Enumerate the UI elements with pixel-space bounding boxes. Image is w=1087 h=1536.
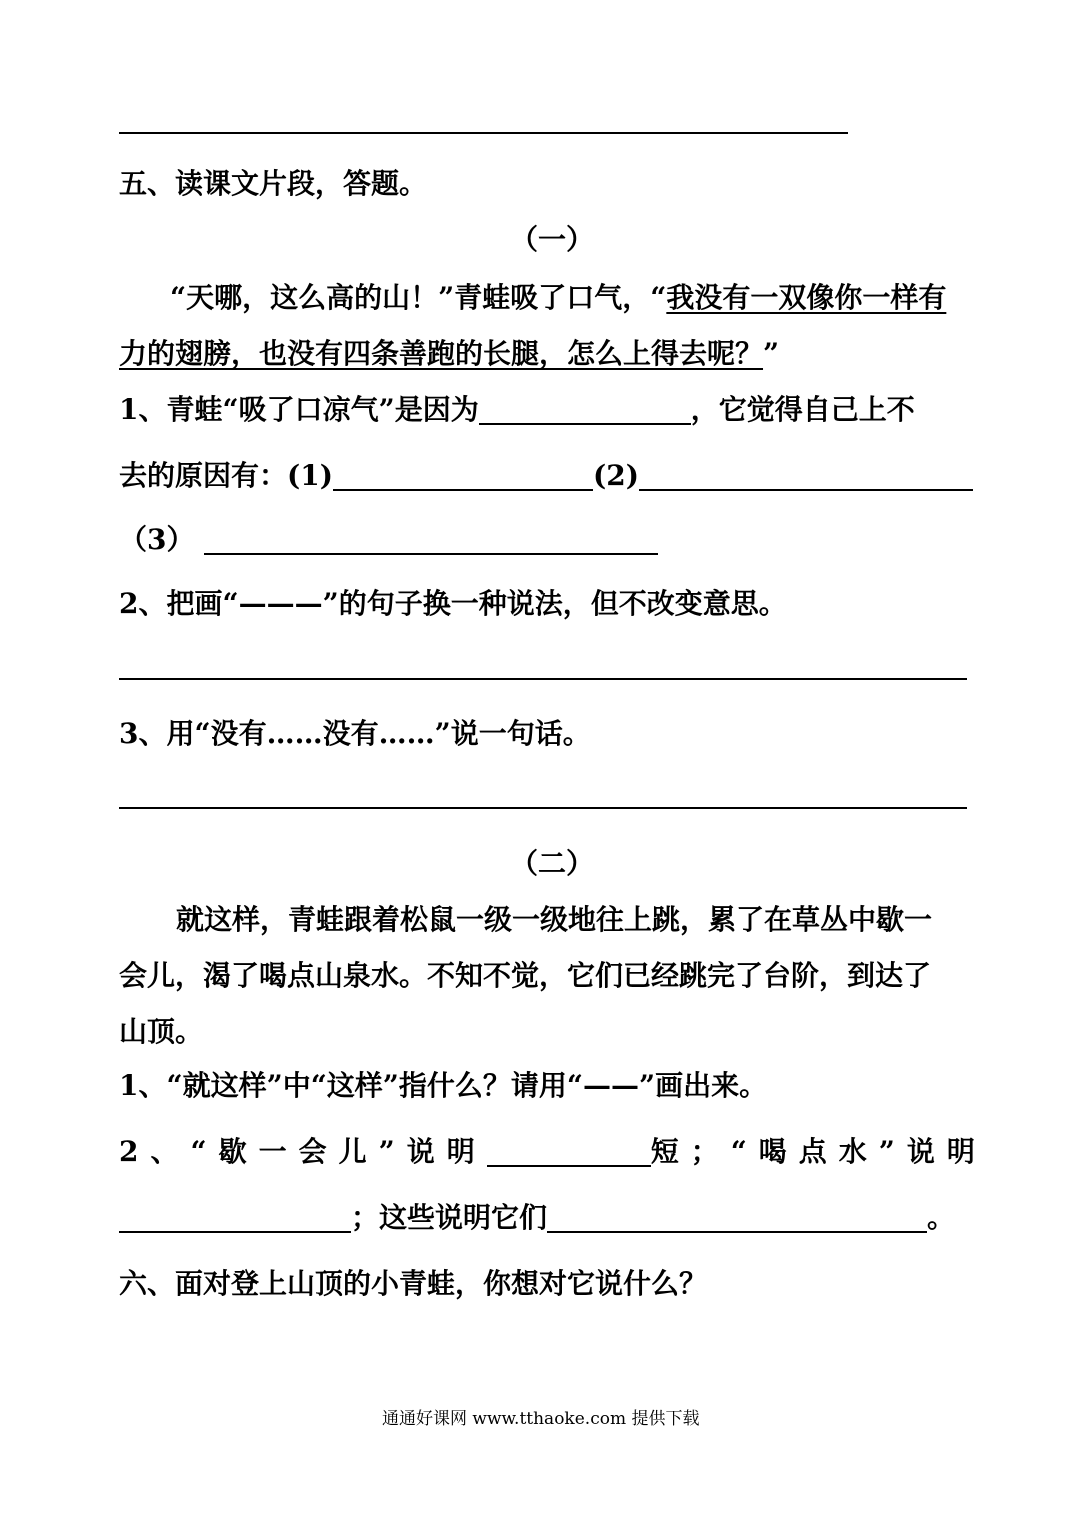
blank-drink-water[interactable] [119, 1201, 351, 1233]
part2-question1: 1、“就这样”中“这样”指什么？请用“——”画出来。 [119, 1069, 768, 1102]
blank-conclusion[interactable] [547, 1201, 927, 1233]
part1-question2: 2、把画“———”的句子换一种说法，但不改变意思。 [119, 587, 787, 620]
section5-heading: 五、读课文片段，答题。 [119, 167, 428, 200]
part2-label: （二） [510, 847, 595, 880]
part1-question1-line3: （3） [119, 522, 658, 558]
part2-passage-line3: 山顶。 [119, 1015, 204, 1048]
part2-passage-line1: 就这样，青蛙跟着松鼠一级一级地往上跳，累了在草丛中歇一 [176, 903, 933, 936]
part1-question1-line2: 去的原因有：(1) (2) [119, 458, 973, 494]
answer-line-q2[interactable] [119, 678, 967, 680]
part2-question2-line1: 2、“歇一会儿”说明 短；“喝点水”说明 [119, 1135, 987, 1168]
part1-label: （一） [510, 223, 595, 256]
blank-cause-2[interactable] [639, 459, 973, 491]
blank-reason[interactable] [479, 393, 691, 425]
part1-passage-line1: “天哪，这么高的山！”青蛙吸了口气，“我没有一双像你一样有 [170, 281, 947, 314]
part2-question2-line2: ；这些说明它们 。 [119, 1200, 955, 1236]
answer-line-q3[interactable] [119, 807, 967, 809]
part1-passage-line2: 力的翅膀，也没有四条善跑的长腿，怎么上得去呢？” [119, 337, 780, 370]
underlined-sentence-part1: 我没有一双像你一样有 [666, 281, 947, 314]
part1-question3: 3、用“没有……没有……”说一句话。 [119, 717, 591, 750]
part1-question1-line1: 1、青蛙“吸了口凉气”是因为 ，它觉得自己上不 [119, 393, 915, 426]
part2-passage-line2: 会儿，渴了喝点山泉水。不知不觉，它们已经跳完了台阶，到达了 [119, 959, 932, 992]
answer-line-top [119, 132, 848, 134]
blank-rest-short[interactable] [487, 1135, 651, 1167]
section6-heading: 六、面对登上山顶的小青蛙，你想对它说什么？ [119, 1267, 708, 1300]
blank-cause-3[interactable] [204, 523, 658, 555]
underlined-sentence-part2: 力的翅膀，也没有四条善跑的长腿，怎么上得去呢？ [119, 337, 764, 370]
blank-cause-1[interactable] [333, 459, 593, 491]
page-footer: 通通好课网 www.tthaoke.com 提供下载 [382, 1409, 700, 1429]
